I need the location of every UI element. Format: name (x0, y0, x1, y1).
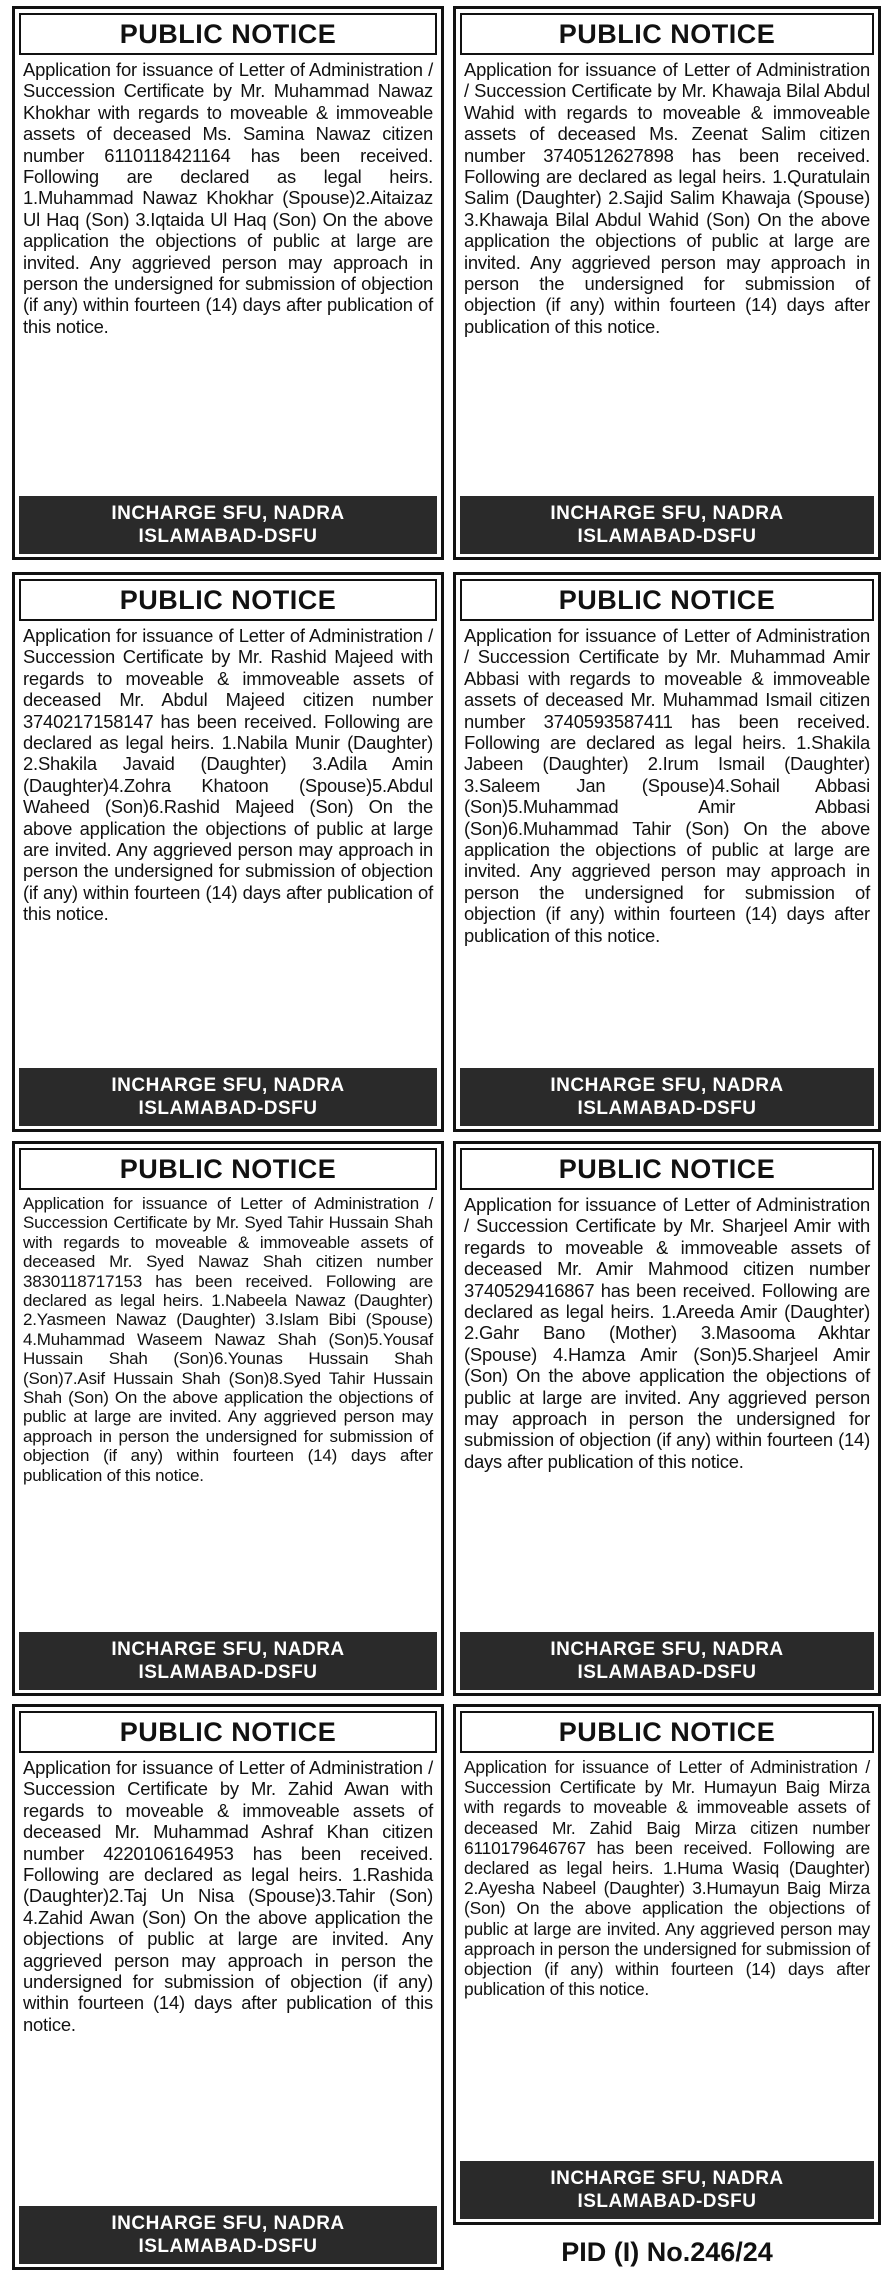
footer-line-location: ISLAMABAD-DSFU (577, 1098, 757, 1119)
footer-line-office: INCHARGE SFU, NADRA (111, 503, 345, 524)
notice-title: PUBLIC NOTICE (19, 1711, 437, 1753)
notice-body: Application for issuance of Letter of Administration / Succession Certificate by Mr. Rashid Majeed with regards to moveable & immoveable assets of deceased Mr. Abdul Majeed citizen number 3740217158147 has been received. Following are declared as legal heirs. 1.Nabila Munir (Daughter) 2.Shakila Javaid (Daughter) 3.Adila Amin (Daughter)4.Zohra Khatoon (Spouse)5.Abdul Waheed (Son)6.Rashid Majeed (Son) On the above application the objections of public at large are invited. Any aggrieved person may approach in person the undersigned for submission of objection (if any) within fourteen (14) days after publication of this notice. (23, 625, 433, 925)
footer-line-office: INCHARGE SFU, NADRA (111, 1639, 345, 1660)
notice-box (453, 572, 881, 1132)
notice-footer (460, 2161, 874, 2219)
notice-title: PUBLIC NOTICE (19, 1148, 437, 1190)
notice-body: Application for issuance of Letter of Administration / Succession Certificate by Mr. Humayun Baig Mirza with regards to moveable & immoveable assets of deceased Mr. Zahid Baig Mirza citizen number 6110179646767 has been received. Following are declared as legal heirs. 1.Huma Wasiq (Daughter) 2.Ayesha Nabeel (Daughter) 3.Humayun Baig Mirza (Son) On the above application the objections of public at large are invited. Any aggrieved person may approach in person the undersigned for submission of objection (if any) within fourteen (14) days after publication of this notice. (464, 1757, 870, 2000)
footer-line-location: ISLAMABAD-DSFU (577, 1662, 757, 1683)
notice-body: Application for issuance of Letter of Administration / Succession Certificate by Mr. Muhammad Nawaz Khokhar with regards to moveable & immoveable assets of deceased Ms. Samina Nawaz citizen number 6110118421164 has been received. Following are declared as legal heirs. 1.Muhammad Nawaz Khokhar (Spouse)2.Aitaizaz Ul Haq (Son) 3.Iqtaida Ul Haq (Son) On the above application the objections of public at large are invited. Any aggrieved person may approach in person the undersigned for submission of objection (if any) within fourteen (14) days after publication of this notice. (23, 59, 433, 337)
footer-line-location: ISLAMABAD-DSFU (577, 526, 757, 547)
notice-body: Application for issuance of Letter of Administration / Succession Certificate by Mr. Sharjeel Amir with regards to moveable & immoveable assets of deceased Mr. Amir Mahmood citizen number 3740529416867 has been received. Following are declared as legal heirs. 1.Areeda Amir (Daughter) 2.Gahr Bano (Mother) 3.Masooma Akhtar (Spouse) 4.Hamza Amir (Son)5.Sharjeel Amir (Son) On the above application the objections of public at large are invited. Any aggrieved person may approach in person the undersigned for submission of objection (if any) within fourteen (14) days after publication of this notice. (464, 1194, 870, 1472)
notice-footer (460, 1068, 874, 1126)
notice-box (12, 1704, 444, 2270)
notice-box (12, 6, 444, 560)
footer-line-office: INCHARGE SFU, NADRA (111, 1075, 345, 1096)
notice-title: PUBLIC NOTICE (460, 1711, 874, 1753)
notice-box (453, 1141, 881, 1696)
notice-body: Application for issuance of Letter of Administration / Succession Certificate by Mr. Zahid Awan with regards to moveable & immoveable assets of deceased Mr. Muhammad Ashraf Khan citizen number 4220106164953 has been received. Following are declared as legal heirs. 1.Rashida (Daughter)2.Taj Un Nisa (Spouse)3.Tahir (Son) 4.Zahid Awan (Son) On the above application the objections of public at large are invited. Any aggrieved person may approach in person the undersigned for submission of objection (if any) within fourteen (14) days after publication of this notice. (23, 1757, 433, 2035)
footer-line-location: ISLAMABAD-DSFU (138, 1098, 318, 1119)
notice-body: Application for issuance of Letter of Administration / Succession Certificate by Mr. Muhammad Amir Abbasi with regards to moveable & immoveable assets of deceased Mr. Muhammad Ismail citizen number 3740593587411 has been received. Following are declared as legal heirs. 1.Shakila Jabeen (Daughter) 2.Irum Ismail (Daughter) 3.Saleem Jan (Spouse)4.Sohail Abbasi (Son)5.Muhammad Amir Abbasi (Son)6.Muhammad Tahir (Son) On the above application the objections of public at large are invited. Any aggrieved person may approach in person the undersigned for submission of objection (if any) within fourteen (14) days after publication of this notice. (464, 625, 870, 946)
notice-title: PUBLIC NOTICE (19, 13, 437, 55)
notice-box (12, 1141, 444, 1696)
footer-line-location: ISLAMABAD-DSFU (138, 526, 318, 547)
footer-line-location: ISLAMABAD-DSFU (138, 1662, 318, 1683)
footer-line-office: INCHARGE SFU, NADRA (550, 2168, 784, 2189)
notice-title: PUBLIC NOTICE (460, 1148, 874, 1190)
footer-line-office: INCHARGE SFU, NADRA (111, 2213, 345, 2234)
notice-body: Application for issuance of Letter of Administration / Succession Certificate by Mr. Khawaja Bilal Abdul Wahid with regards to moveable & immoveable assets of deceased Ms. Zeenat Salim citizen number 3740512627898 has been received. Following are declared as legal heirs. 1.Quratulain Salim (Daughter) 2.Sajid Salim Khawaja (Spouse) 3.Khawaja Bilal Abdul Wahid (Son) On the above application the objections of public at large are invited. Any aggrieved person may approach in person the undersigned for submission of objection (if any) within fourteen (14) days after publication of this notice. (464, 59, 870, 337)
notice-footer (19, 2206, 437, 2264)
notice-body: Application for issuance of Letter of Administration / Succession Certificate by Mr. Syed Tahir Hussain Shah with regards to moveable & immoveable assets of deceased Mr. Syed Nawaz Shah citizen number 3830118717153 has been received. Following are declared as legal heirs. 1.Nabeela Nawaz (Daughter) 2.Yasmeen Nawaz (Daughter) 3.Islam Bibi (Spouse) 4.Muhammad Waseem Nawaz Shah (Son)5.Yousaf Hussain Shah (Son)6.Younas Hussain Shah (Son)7.Asif Hussain Shah (Son)8.Syed Tahir Hussain Shah (Son) On the above application the objections of public at large are invited. Any aggrieved person may approach in person the undersigned for submission of objection (if any) within fourteen (14) days after publication of this notice. (23, 1194, 433, 1485)
notice-title: PUBLIC NOTICE (19, 579, 437, 621)
notice-box (453, 1704, 881, 2225)
notice-title: PUBLIC NOTICE (460, 13, 874, 55)
notice-footer (19, 1632, 437, 1690)
notice-footer (19, 496, 437, 554)
footer-line-office: INCHARGE SFU, NADRA (550, 1639, 784, 1660)
footer-line-office: INCHARGE SFU, NADRA (550, 503, 784, 524)
footer-line-location: ISLAMABAD-DSFU (138, 2236, 318, 2257)
notice-title: PUBLIC NOTICE (460, 579, 874, 621)
footer-line-office: INCHARGE SFU, NADRA (550, 1075, 784, 1096)
notice-box (453, 6, 881, 560)
notice-footer (19, 1068, 437, 1126)
footer-line-location: ISLAMABAD-DSFU (577, 2191, 757, 2212)
notice-footer (460, 1632, 874, 1690)
pid-reference-number: PID (I) No.246/24 (561, 2237, 773, 2267)
notice-box (12, 572, 444, 1132)
notice-footer (460, 496, 874, 554)
